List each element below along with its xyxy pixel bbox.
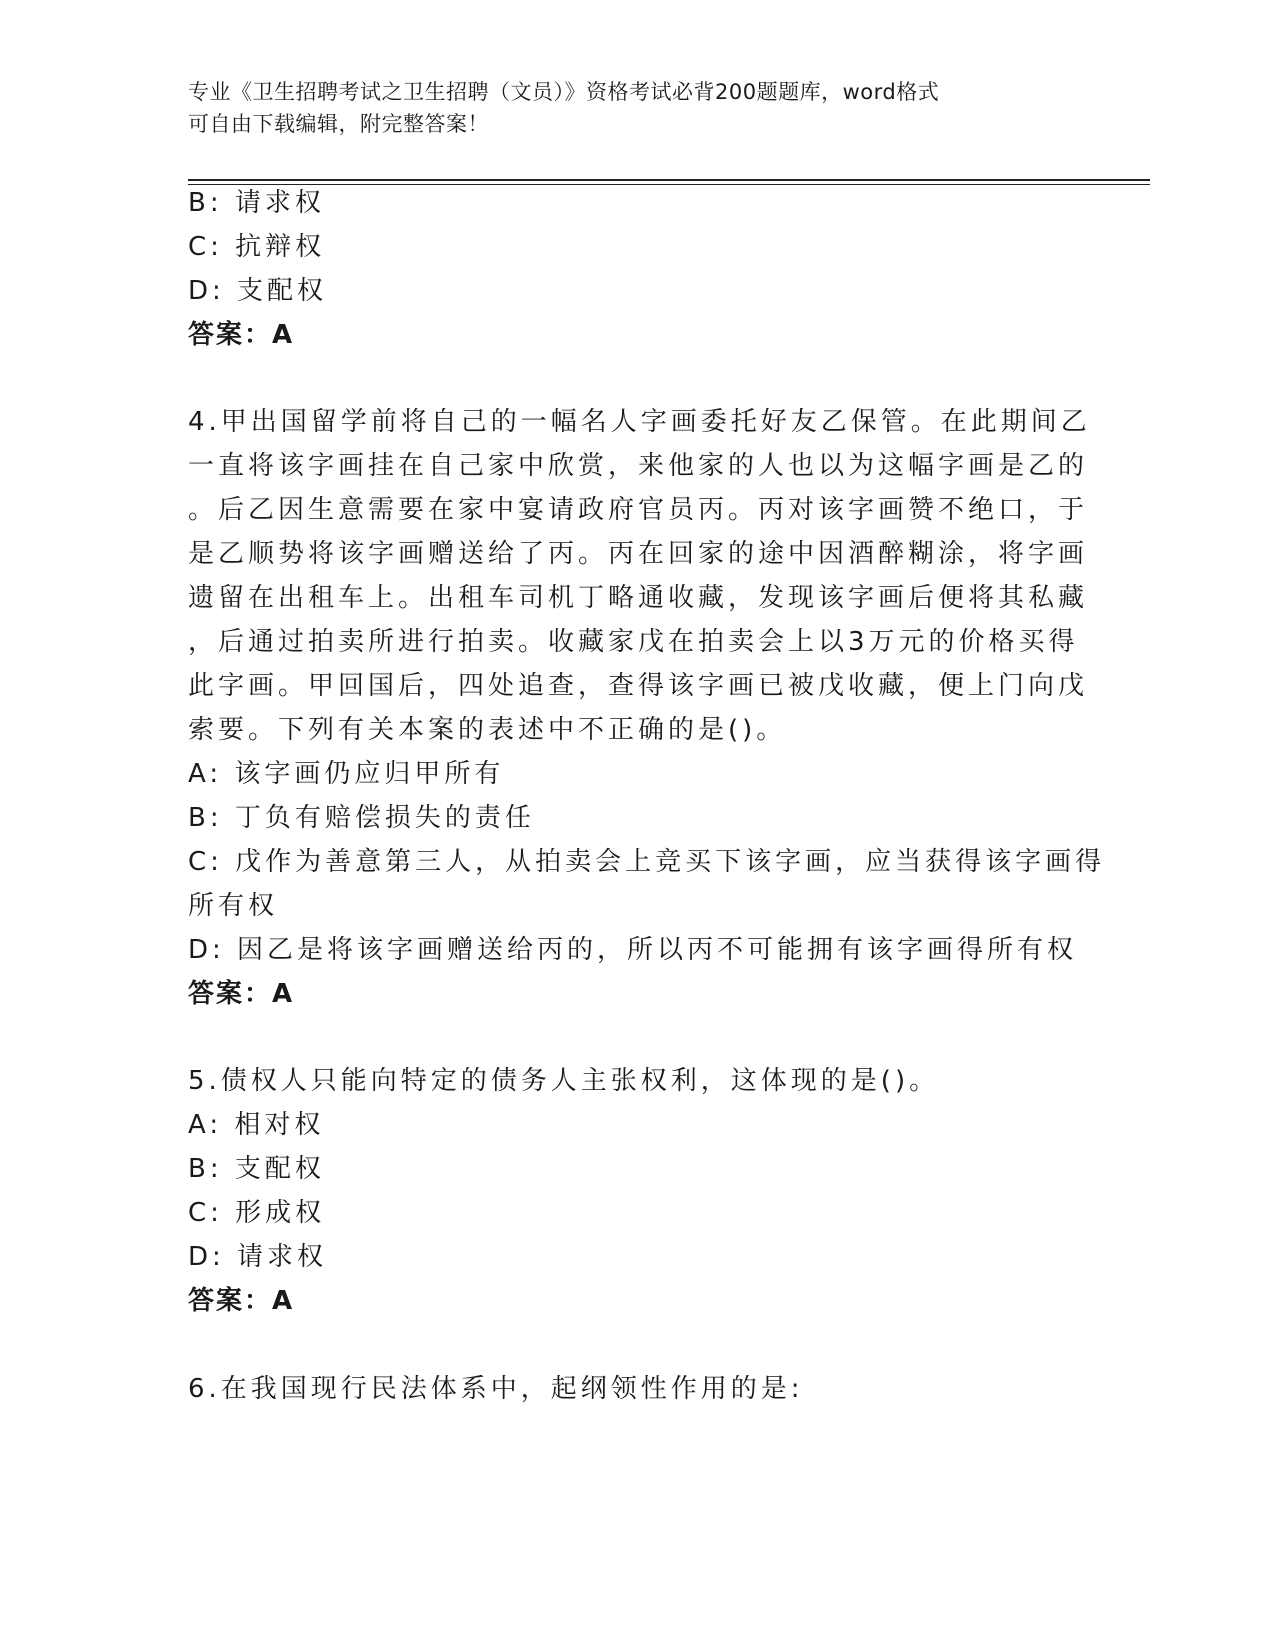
q4-option-b: B: 丁负有赔偿损失的责任 [188, 803, 535, 833]
q4-option-c-line-2: 所有权 [188, 891, 279, 921]
header-divider-thin [188, 184, 1150, 185]
q5-stem: 5.债权人只能向特定的债务人主张权利，这体现的是()。 [188, 1066, 940, 1096]
q5-option-a: A: 相对权 [188, 1110, 325, 1140]
q4-stem-line-8: 索要。下列有关本案的表述中不正确的是()。 [188, 715, 787, 745]
q4-stem-line-4: 是乙顺势将该字画赠送给了丙。丙在回家的途中因酒醉糊涂，将字画 [188, 539, 1089, 569]
q4-option-c-line-1: C: 戊作为善意第三人，从拍卖会上竞买下该字画，应当获得该字画得 [188, 847, 1106, 877]
q4-stem-line-6: ，后通过拍卖所进行拍卖。收藏家戊在拍卖会上以3万元的价格买得 [188, 627, 1079, 657]
header-divider-thick [188, 179, 1150, 181]
q3-answer: 答案：A [188, 320, 295, 350]
q4-stem-line-3: 。后乙因生意需要在家中宴请政府官员丙。丙对该字画赞不绝口，于 [188, 495, 1089, 525]
header-title-line-2: 可自由下载编辑，附完整答案！ [188, 112, 489, 136]
q4-stem-line-7: 此字画。甲回国后，四处追查，查得该字画已被戊收藏，便上门向戊 [188, 671, 1089, 701]
q5-option-d: D: 请求权 [188, 1242, 328, 1272]
q4-option-d: D: 因乙是将该字画赠送给丙的，所以丙不可能拥有该字画得所有权 [188, 935, 1078, 965]
q4-stem-line-2: 一直将该字画挂在自己家中欣赏，来他家的人也以为这幅字画是乙的 [188, 451, 1089, 481]
document-header [188, 76, 1088, 140]
q3-option-b: B: 请求权 [188, 188, 325, 218]
header-title-line-1: 专业《卫生招聘考试之卫生招聘（文员）》资格考试必背200题题库，word格式 [188, 80, 940, 104]
q4-stem-line-5: 遗留在出租车上。出租车司机丁略通收藏，发现该字画后便将其私藏 [188, 583, 1089, 613]
q3-option-c: C: 抗辩权 [188, 232, 326, 262]
q6-stem: 6.在我国现行民法体系中，起纲领性作用的是: [188, 1374, 804, 1404]
q5-answer: 答案：A [188, 1286, 295, 1316]
q4-stem-line-1: 4.甲出国留学前将自己的一幅名人字画委托好友乙保管。在此期间乙 [188, 407, 1091, 437]
q5-option-b: B: 支配权 [188, 1154, 325, 1184]
q4-answer: 答案：A [188, 979, 295, 1009]
q4-option-a: A: 该字画仍应归甲所有 [188, 759, 505, 789]
q3-option-d: D: 支配权 [188, 276, 328, 306]
q5-option-c: C: 形成权 [188, 1198, 326, 1228]
